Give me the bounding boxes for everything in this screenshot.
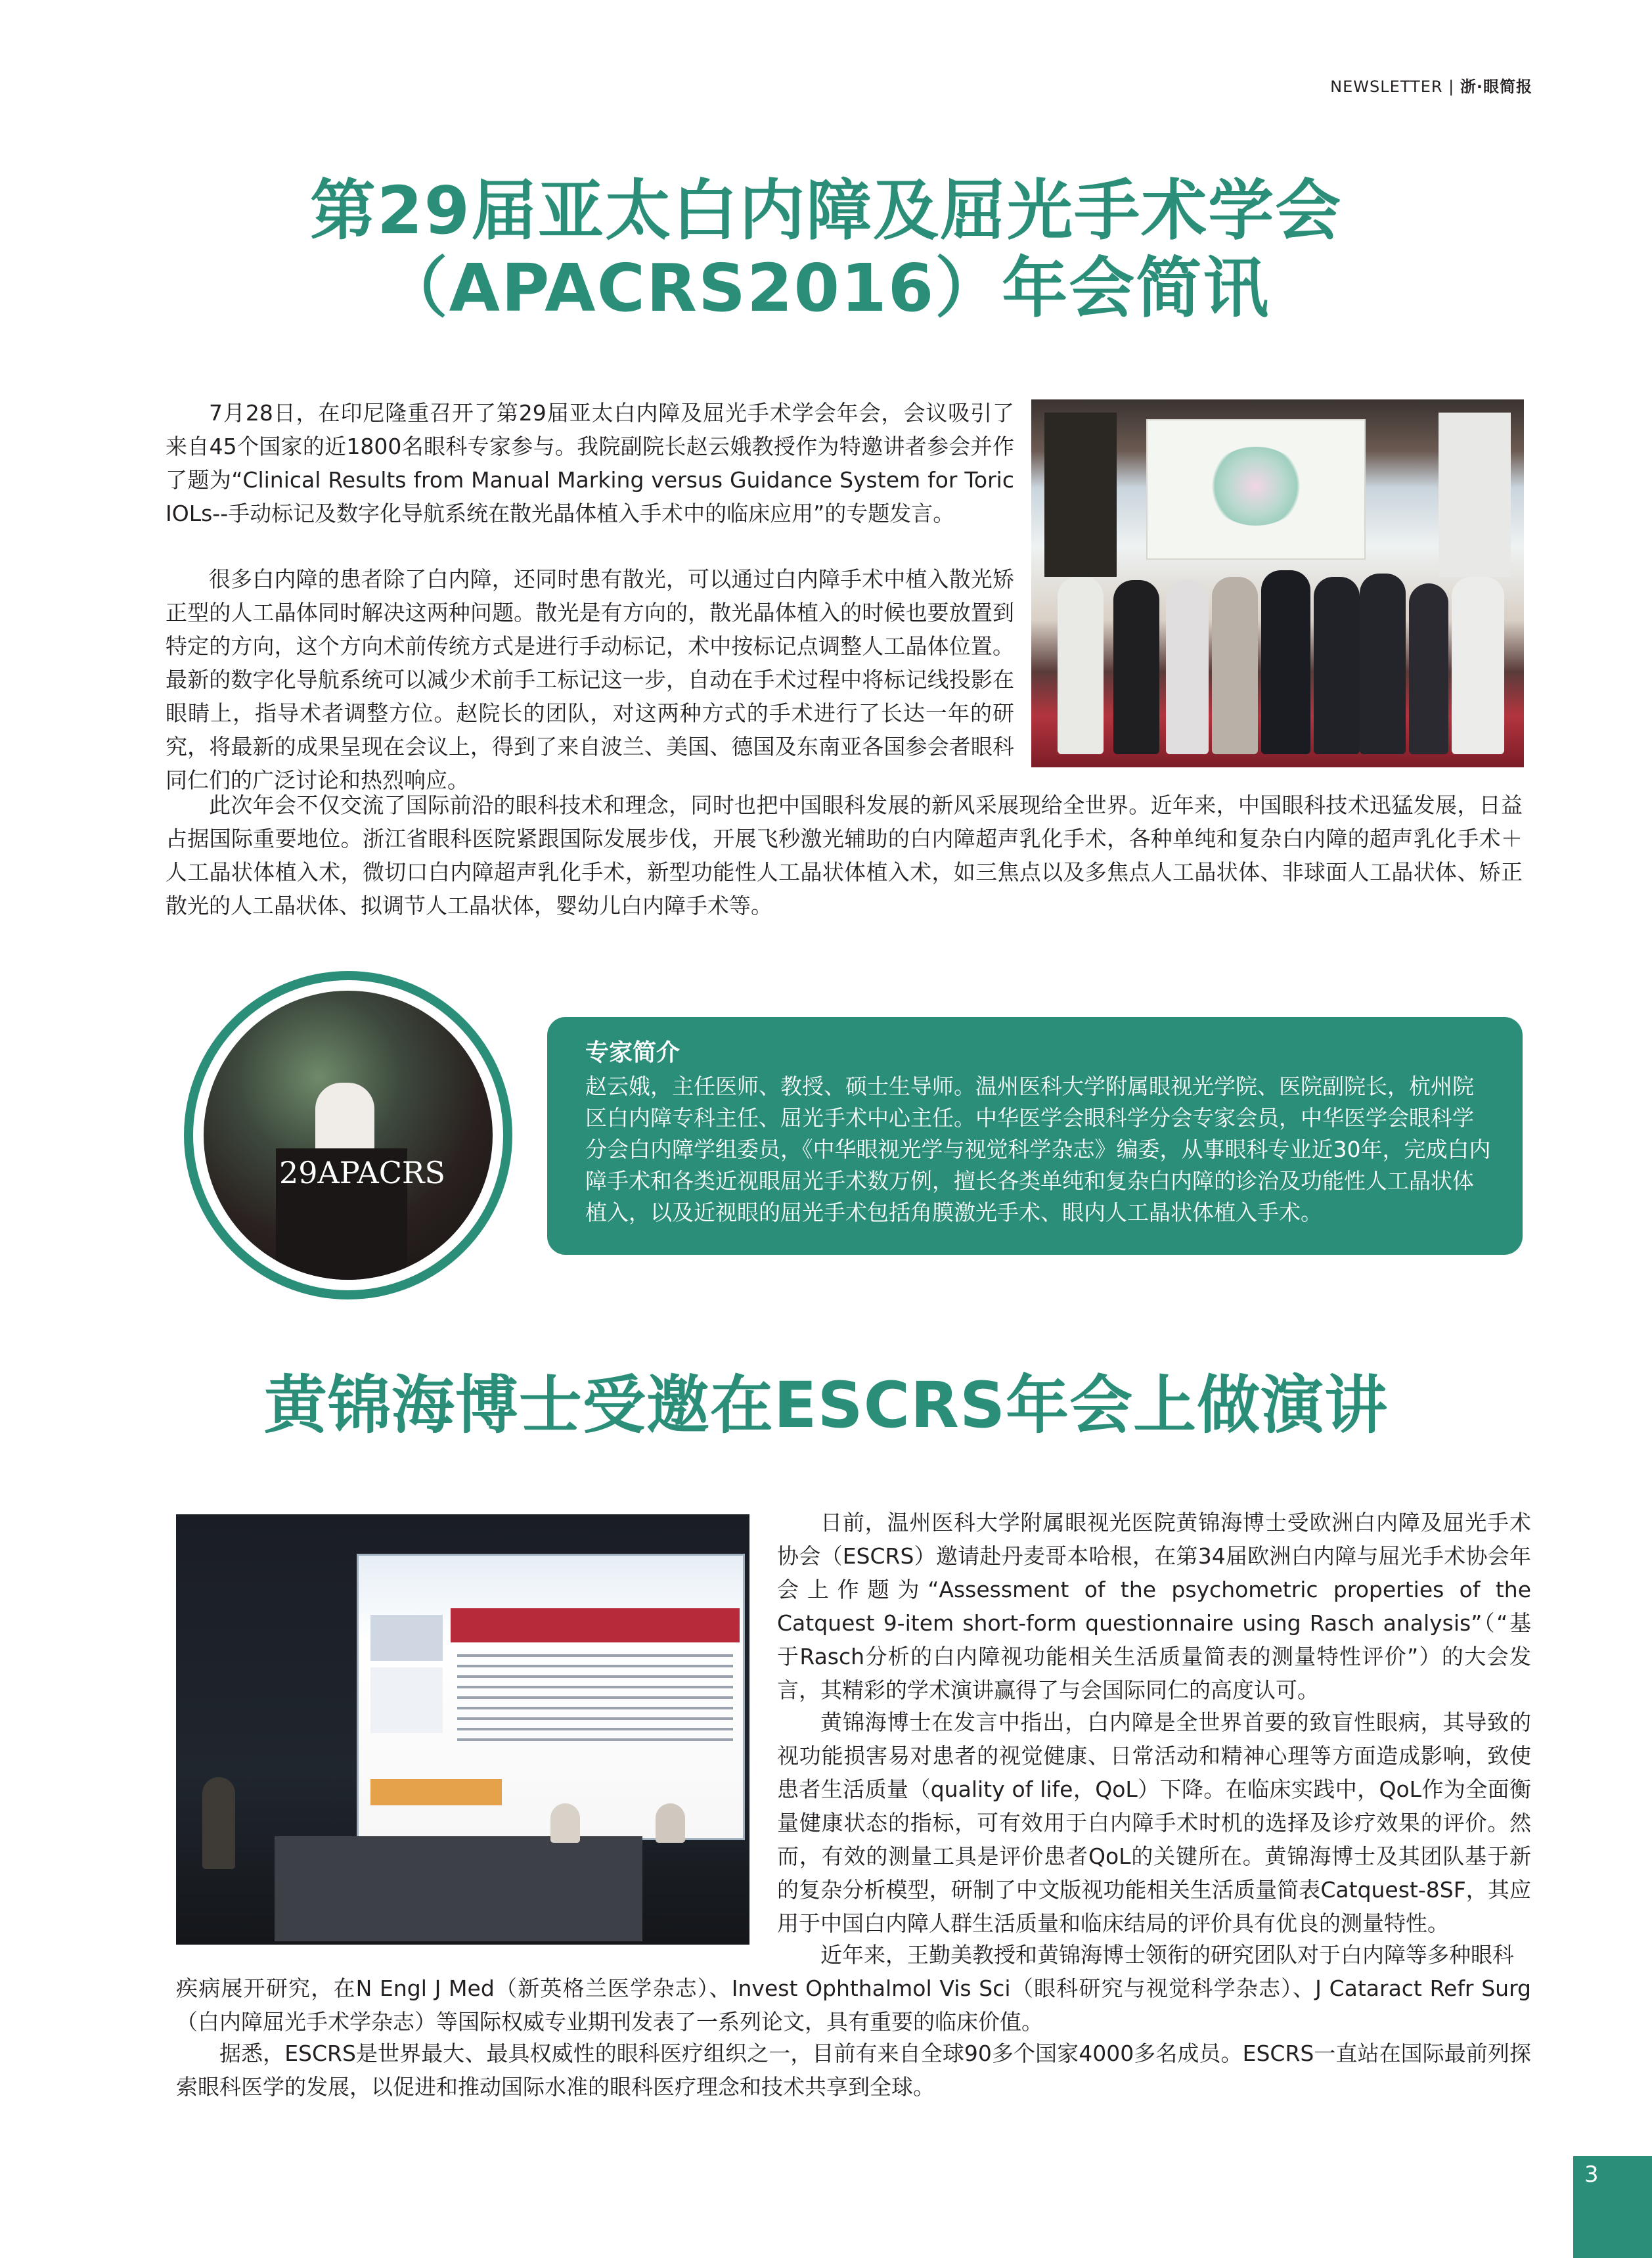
right-banner — [1439, 413, 1511, 577]
article1-title-line2: （APACRS2016）年会简讯 — [382, 250, 1270, 327]
expert-profile-text: 赵云娥，主任医师、教授、硕士生导师。温州医科大学附属眼视光学院、医院副院长，杭州院区白内障专科主任、屈光手术中心主任。中华医学会眼科学分会专家会员，中华医学会眼科学分会白内障学组委员，《中华眼视光学与视觉科学杂志》编委，从事眼科专业近30年，完成白内障手术和各类近视眼屈光手术数万例，擅长各类单纯和复杂白内障的诊治及功能性人工晶状体植入，以及近视眼的屈光手术包括角膜激光手术、眼内人工晶状体植入手术。 — [585, 1073, 1491, 1225]
speaker-video-inset — [370, 1615, 443, 1661]
article1-paragraph-2: 很多白内障的患者除了白内障，还同时患有散光，可以通过白内障手术中植入散光矫正型的人工晶体同时解决这两种问题。散光是有方向的，散光晶体植入的时候也要放置到特定的方向，这个方向术前传统方式是进行手动标记，术中按标记点调整人工晶体位置。最新的数字化导航系统可以减少术前手工标记这一步，自动在手术过程中将标记线投影在眼睛上，指导术者调整方位。赵院长的团队，对这两种方式的手术进行了长达一年的研究，将最新的成果呈现在会议上，得到了来自波兰、美国、德国及东南亚各国参会者眼科同仁们的广泛讨论和热烈响应。 — [166, 566, 1014, 793]
page-number: 3 — [1584, 2161, 1599, 2188]
panelist — [656, 1803, 685, 1843]
newsletter-brand: 浙·眼简报 — [1460, 78, 1532, 96]
stage-screen — [1146, 419, 1366, 560]
article2-title: 黄锦海博士受邀在ESCRS年会上做演讲 — [263, 1368, 1389, 1442]
newsletter-label: NEWSLETTER — [1330, 78, 1443, 96]
attendee — [1360, 574, 1406, 754]
attendee — [1409, 583, 1448, 754]
expert-profile-box — [547, 1017, 1523, 1255]
article1-paragraph-1: 7月28日，在印尼隆重召开了第29届亚太白内障及屈光手术学会年会，会议吸引了来自45个国家的近1800名眼科专家参与。我院副院长赵云娥教授作为特邀讲者参会并作了题为“Clinical Results from Manual Marking versus Guidance System for Toric IOLs--手动标记及数字化导航系统在散光晶体植入手术中的临床应用”的专题发言。 — [166, 400, 1014, 526]
speaker-portrait-photo — [204, 991, 493, 1280]
panelist — [550, 1803, 580, 1843]
slide-title-band — [451, 1608, 740, 1642]
article1-title-line1: 第29届亚太白内障及屈光手术学会 — [309, 172, 1343, 249]
speaker-portrait-frame — [184, 971, 512, 1299]
attendee — [1261, 570, 1310, 754]
attendee — [1113, 580, 1159, 754]
article1-paragraph-3: 此次年会不仅交流了国际前沿的眼科技术和理念，同时也把中国眼科发展的新风采展现给全世界。近年来，中国眼科技术迅猛发展，日益占据国际重要地位。浙江省眼科医院紧跟国际发展步伐，开展飞秒激光辅助的白内障超声乳化手术，各种单纯和复杂白内障的超声乳化手术＋人工晶状体植入术，微切口白内障超声乳化手术，新型功能性人工晶状体植入术，如三焦点以及多焦点人工晶状体、非球面人工晶状体、矫正散光的人工晶状体、拟调节人工晶状体，婴幼儿白内障手术等。 — [166, 792, 1523, 918]
lectern-sign: 29APACRS — [279, 1155, 446, 1190]
presenter-figure — [202, 1777, 235, 1869]
attendee — [1166, 580, 1209, 754]
article2-paragraph-1: 日前，温州医科大学附属眼视光医院黄锦海博士受欧洲白内障及屈光手术协会（ESCRS）邀请赴丹麦哥本哈根，在第34届欧洲白内障与屈光手术协会年会上作题为“Assessment of the psychometric properties of the Catquest 9-item short-form questionnaire using Rasch analysis”（“基于Rasch分析的白内障视功能相关生活质量简表的测量特性评价”）的大会发言，其精彩的学术演讲赢得了与会国际同仁的高度认可。 — [777, 1510, 1531, 1703]
expert-profile-title: 专家简介 — [585, 1039, 681, 1066]
screen-floral-art — [1207, 447, 1305, 526]
apacrs-group-photo — [1031, 399, 1524, 767]
attendee — [1314, 577, 1360, 754]
newsletter-header: NEWSLETTER | 浙·眼简报 — [1330, 78, 1532, 96]
slide-body-text — [457, 1654, 733, 1746]
article2-paragraph-4: 据悉，ESCRS是世界最大、最具权威性的眼科医疗组织之一，目前有来自全球90多个国家4000多名成员。ESCRS一直站在国际最前列探索眼科医学的发展，以促进和推动国际水准的眼科医疗理念和技术共享到全球。 — [176, 2041, 1531, 2100]
escrs-lecture-photo — [176, 1514, 749, 1945]
panel-table — [275, 1836, 642, 1941]
article1-title — [0, 172, 1652, 327]
article2-paragraph-2: 黄锦海博士在发言中指出，白内障是全世界首要的致盲性眼病，其导致的视功能损害易对患者的视觉健康、日常活动和精神心理等方面造成影响，致使患者生活质量（quality of life，QoL）下降。在临床实践中，QoL作为全面衡量健康状态的指标，可有效用于白内障手术时机的选择及诊疗效果的评价。然而，有效的测量工具是评价患者QoL的关键所在。黄锦海博士及其团队基于新的复杂分析模型，研制了中文版视功能相关生活质量简表Catquest-8SF，其应用于中国白内障人群生活质量和临床结局的评价具有优良的测量特性。 — [777, 1709, 1531, 1936]
slide-sidebar — [370, 1667, 443, 1733]
presentation-screen — [357, 1554, 745, 1840]
article2-paragraph-3-rest: 疾病展开研究，在N Engl J Med（新英格兰医学杂志）、Invest Ophthalmol Vis Sci（眼科研究与视觉科学杂志）、J Cataract Refr Surg（白内障屈光手术学杂志）等国际权威专业期刊发表了一系列论文，具有重要的临床价值。 — [176, 1976, 1531, 2035]
attendee — [1212, 577, 1258, 754]
article2-paragraph-3-start: 近年来，王勤美教授和黄锦海博士领衔的研究团队对于白内障等多种眼科 — [820, 1942, 1514, 1968]
slide-footer-logo — [370, 1779, 502, 1805]
attendee — [1452, 577, 1504, 754]
left-banner — [1044, 413, 1117, 577]
attendee — [1058, 577, 1104, 754]
